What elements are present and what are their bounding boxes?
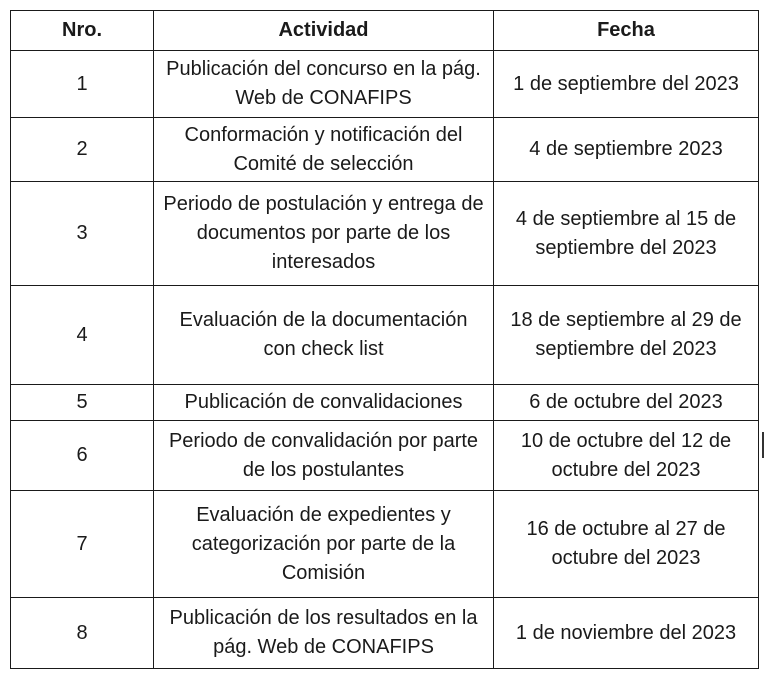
cell-nro: 1: [11, 51, 154, 118]
fecha-text: 4 de septiembre 2023: [529, 138, 723, 160]
table-row: [11, 491, 759, 598]
fecha-text: 1 de noviembre del 2023: [515, 621, 737, 644]
actividad-text: Periodo de convalidación por parte de los postulantes: [168, 429, 479, 481]
table-row: [11, 598, 759, 669]
cell-fecha: [494, 51, 759, 118]
cell-fecha: [494, 598, 759, 669]
cell-fecha: [494, 182, 759, 286]
cell-fecha: [494, 286, 759, 385]
cell-nro: 4: [11, 286, 154, 385]
actividad-text: Publicación de los resultados en la pág. Web de CONAFIPS: [169, 607, 478, 658]
cell-fecha: [494, 491, 759, 598]
cell-actividad: [154, 598, 494, 669]
schedule-table: [10, 10, 759, 669]
cell-actividad: [154, 385, 494, 421]
fecha-text: 18 de septiembre al 29 de septiembre del 2023: [510, 309, 742, 360]
cell-actividad: [154, 421, 494, 491]
header-fecha: Fecha: [494, 11, 759, 51]
actividad-text: Conformación y notificación del Comité de selección: [184, 123, 463, 175]
header-actividad: Actividad: [154, 11, 494, 51]
cell-nro: 3: [11, 182, 154, 286]
actividad-text: Evaluación de la documentación con check list: [179, 309, 468, 360]
fecha-text: 16 de octubre al 27 de octubre del 2023: [526, 518, 726, 569]
fecha-text: 10 de octubre del 12 de octubre del 2023: [520, 429, 732, 481]
cell-nro: 5: [11, 385, 154, 421]
cell-actividad: [154, 118, 494, 182]
text-cursor-mark: [762, 432, 764, 458]
header-row: [11, 11, 759, 51]
fecha-text: 4 de septiembre al 15 de septiembre del 2023: [515, 207, 737, 259]
table-row: [11, 51, 759, 118]
cell-nro: 8: [11, 598, 154, 669]
cell-fecha: [494, 118, 759, 182]
fecha-text: 1 de septiembre del 2023: [513, 72, 739, 95]
table-row: [11, 182, 759, 286]
cell-actividad: [154, 51, 494, 118]
table-row: [11, 421, 759, 491]
cell-nro: 6: [11, 421, 154, 491]
actividad-text: Periodo de postulación y entrega de documentos por parte de los interesados: [163, 193, 484, 273]
cell-actividad: [154, 182, 494, 286]
header-nro: Nro.: [11, 11, 154, 51]
cell-actividad: [154, 491, 494, 598]
table-row: [11, 286, 759, 385]
cell-nro: 7: [11, 491, 154, 598]
cell-fecha: [494, 421, 759, 491]
table-row: [11, 385, 759, 421]
actividad-text: Evaluación de expedientes y categorización por parte de la Comisión: [191, 503, 456, 584]
table-row: [11, 118, 759, 182]
actividad-text: Publicación del concurso en la pág. Web de CONAFIPS: [166, 58, 481, 109]
cell-nro: 2: [11, 118, 154, 182]
cell-fecha: [494, 385, 759, 421]
cell-actividad: [154, 286, 494, 385]
actividad-text: Publicación de convalidaciones: [184, 391, 463, 413]
fecha-text: 6 de octubre del 2023: [529, 391, 723, 413]
